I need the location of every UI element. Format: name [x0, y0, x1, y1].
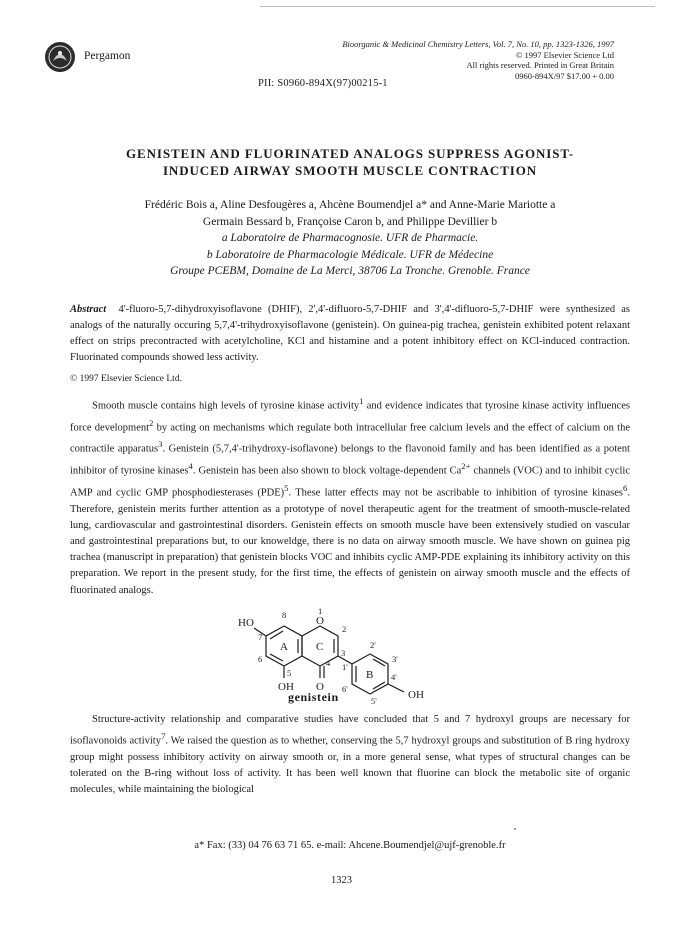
text-span: . Therefore, genistein merits further attention as a prototype of novel therapeutic agent for the treatment of smooth-muscle-related lung, cardiovascular and gastrointestinal disorders. Genistein effects on smooth muscle have been extensively studied on vascular and gastrointestinal preparations but, to our knoweldge, there is no data on airway smooth muscle. We have shown on guinea pig trachea (manuscript in preparation) that genistein blocks VOC and inhibits cyclic AMP-PDE explaining its inhibitory activity on this preparation. We report in the present study, for the first time, the effects of genistein on airway smooth muscle and the effects of fluorinated analogs. [70, 487, 630, 596]
publisher-logo [44, 41, 76, 73]
text-span: Smooth muscle contains high levels of tyrosine kinase activity [92, 400, 360, 412]
page-number: 1323 [331, 875, 352, 886]
abstract [70, 302, 630, 366]
label-ring-c: C [316, 641, 324, 653]
text-span: by acting on mechanisms which regulate both intracellular free calcium levels and the effect of calcium on the contractile apparatus [70, 422, 630, 455]
body-paragraph-1 [70, 393, 630, 599]
reference-marker: 4 [188, 461, 193, 472]
journal-rights: All rights reserved. Printed in Great Britain [466, 60, 614, 70]
label-n5p: 5' [371, 696, 377, 706]
title-line-1: GENISTEIN AND FLUORINATED ANALOGS SUPPRESS AGONIST- [126, 146, 574, 161]
label-n3p: 3' [392, 654, 398, 664]
label-n1: 1 [318, 608, 323, 616]
label-n5: 5 [287, 668, 292, 678]
structure-caption: genistein [288, 690, 339, 704]
label-ho: HO [238, 617, 254, 629]
affiliation-group: Groupe PCEBM, Domaine de La Merci, 38706 La Tronche. Grenoble. France [170, 265, 530, 277]
label-n2p: 2' [370, 640, 376, 650]
label-carbonyl-o: O [316, 681, 324, 693]
label-ring-a: A [280, 641, 288, 653]
reference-marker: 1 [359, 396, 364, 406]
text-span: channels (VOC) and to inhibit cyclic AMP and cyclic GMP phosphodiesterases (PDE) [70, 465, 630, 499]
label-n6p: 6' [342, 684, 348, 694]
label-n1p: 1' [342, 662, 348, 672]
publisher-name: Pergamon [84, 50, 131, 62]
journal-info [342, 39, 614, 81]
label-ring-b: B [366, 669, 374, 681]
scan-speck [514, 828, 516, 830]
label-n7: 7 [258, 632, 263, 642]
abstract-copyright: © 1997 Elsevier Science Ltd. [70, 374, 182, 384]
abstract-label: Abstract [70, 304, 107, 315]
title-line-2: INDUCED AIRWAY SMOOTH MUSCLE CONTRACTION [162, 162, 538, 178]
authors-line-2: Germain Bessard b, Françoise Caron b, and Philippe Devillier b [202, 215, 498, 228]
paper-title [70, 146, 630, 179]
text-span: . We raised the question as to whether, conserving the 5,7 hydroxyl groups and substitution of B ring hydroxy group might possess inhibitory activity on airway smooth or, in a more general sense, what types of structural changes can be tolerated on the B-ring without loss of activity. It has been well known that fluorine can block the metabolic site of organic molecules, while maintaining the biological [70, 735, 630, 796]
label-n4: 4 [326, 658, 331, 668]
text-span: . Genistein (5,7,4'-trihydroxy-isoflavone) belongs to the flavonoid family and has been identified as a potent inhibitor of tyrosine kinases [70, 443, 630, 477]
reference-marker: 5 [284, 482, 289, 493]
label-n4p: 4' [391, 672, 397, 682]
label-n8: 8 [282, 610, 287, 620]
journal-copyright: © 1997 Elsevier Science Ltd [515, 49, 614, 60]
corresponding-author-footnote: a* Fax: (33) 04 76 63 71 65. e-mail: Ahcene.Boumendjel@ujf-grenoble.fr [194, 840, 506, 851]
authors-line-1: Frédéric Bois a, Aline Desfougères a, Ahcène Boumendjel a* and Anne-Marie Mariotte a [144, 199, 556, 211]
label-oh-4p: OH [408, 689, 424, 701]
journal-price: 0960-894X/97 $17.00 + 0.00 [515, 70, 614, 81]
reference-marker: 7 [160, 731, 166, 742]
affiliation-b: b Laboratoire de Pharmacologie Médicale. UFR de Médecine [206, 248, 494, 261]
text-span: . These latter effects may not be ascribable to inhibition of tyrosine kinases [288, 487, 623, 499]
reference-marker: 2 [149, 417, 154, 428]
abstract-text: 4'-fluoro-5,7-dihydroxyisoflavone (DHIF), 2',4'-difluoro-5,7-DHIF and 3',4'-difluoro-5,7-DHIF were synthesized as analogs of the naturally occuring 5,7,4'-trihydroxyisoflavone (genistein). On guinea-pig trachea, genistein exhibited potent relaxant effect on strips precontracted with acetylcholine, KCl and histamine and a potent inhibitory effect on KCl-induced contraction. Fluorinated compounds showed less activity. [70, 304, 630, 363]
label-n2: 2 [342, 624, 347, 634]
text-span: . Genistein has been also shown to block voltage-dependent Ca [192, 465, 462, 477]
charge-superscript: 2+ [461, 461, 471, 472]
text-span: Structure-activity relationship and comparative studies have concluded that 5 and 7 hydroxyl groups are necessary for isoflavonoids activity [70, 714, 630, 747]
label-n3: 3 [341, 648, 346, 658]
label-ring-o: O [316, 615, 324, 627]
reference-marker: 6 [622, 482, 628, 493]
label-oh-5: OH [278, 681, 294, 693]
authors-block [70, 197, 630, 280]
body-paragraph-2 [70, 712, 630, 799]
reference-marker: 3 [158, 439, 163, 450]
label-n6: 6 [258, 654, 263, 664]
journal-citation: Bioorganic & Medicinal Chemistry Letters, Vol. 7, No. 10, pp. 1323-1326, 1997 [342, 39, 614, 49]
affiliation-a: a Laboratoire de Pharmacognosie. UFR de Pharmacie. [221, 232, 479, 244]
pii: PII: S0960-894X(97)00215-1 [258, 78, 388, 89]
header-rule [260, 6, 655, 7]
text-span: and evidence indicates that tyrosine kinase activity influences force development [70, 400, 630, 434]
